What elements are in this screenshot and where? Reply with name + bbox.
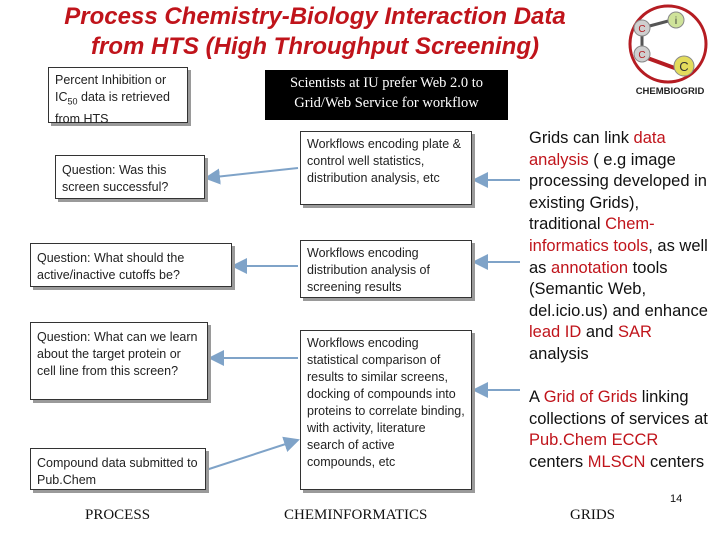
p1-segment: , as well as — [529, 236, 708, 277]
p1-segment: tools (Semantic Web, del.icio.us) and enhance — [529, 258, 708, 320]
logo-letter-2: i — [674, 16, 678, 27]
p1-segment: annotation — [551, 258, 629, 277]
p1-segment: and — [581, 323, 618, 342]
header-box-line-1: Scientists at IU prefer Web 2.0 to — [289, 75, 484, 91]
p1-segment: Chem-informatics tools — [529, 215, 655, 255]
p1-segment: analysis — [529, 344, 589, 363]
p2-segment: centers — [645, 452, 705, 471]
arrow-w1-to-q1 — [206, 168, 298, 178]
logo-letter-3: C — [638, 50, 646, 61]
logo-text: CHEMBIOGRID — [635, 86, 705, 97]
title-line-1: Process Chemistry-Biology Interaction Data — [64, 3, 566, 30]
p2-segment: A — [529, 388, 544, 406]
question-3-text: Question: What can we learn about the target protein or cell line from this screen? — [37, 330, 198, 378]
intro-subscript: 50 — [67, 96, 78, 107]
grids-paragraph-2 — [529, 387, 714, 473]
intro-text-rest: data is retrieved from HTS — [55, 90, 170, 126]
p1-segment: ( e.g image processing developed in existing Grids), traditional — [529, 150, 707, 234]
title-line-2: from HTS (High Throughput Screening) — [91, 33, 539, 60]
question-1-box — [55, 155, 205, 199]
logo-letter-1: C — [638, 24, 646, 35]
question-2-text: Question: What should the active/inactive cutoffs be? — [37, 251, 185, 282]
workflow-1-box — [300, 131, 472, 205]
p1-segment: lead ID — [529, 323, 582, 342]
intro-box — [48, 67, 188, 126]
arrow-q4-to-w3 — [206, 440, 298, 470]
workflow-1-text: Workflows encoding plate & control well statistics, distribution analysis, etc — [307, 137, 462, 185]
question-3-box — [30, 322, 208, 400]
workflow-3-box — [300, 330, 472, 490]
logo-letter-4: C — [679, 59, 689, 74]
question-2-box — [30, 243, 232, 287]
p2-segment: ECCR — [611, 431, 659, 450]
p2-segment: Grid of Grids — [543, 388, 638, 406]
header-box-line-2: Grid/Web Service for workflow — [294, 95, 479, 111]
workflow-2-box — [300, 240, 472, 298]
p1-segment: data analysis — [529, 129, 666, 169]
grids-paragraph-1 — [529, 128, 714, 366]
footer-process: PROCESS — [85, 507, 151, 523]
page-number: 14 — [670, 493, 683, 505]
intro-text: Percent Inhibition or IC — [55, 73, 167, 104]
workflow-3-text: Workflows encoding statistical comparison of results to similar screens, docking of compounds into proteins to correlate binding, with activity, literature search of active compounds, etc — [307, 336, 465, 469]
footer-cheminformatics: CHEMINFORMATICS — [284, 507, 428, 523]
pubchem-submission-box — [30, 448, 206, 490]
p2-segment: centers — [529, 452, 588, 471]
p2-segment: linking collections of services at — [529, 388, 708, 428]
p1-segment: Grids can link — [529, 129, 634, 147]
p2-segment: Pub.Chem — [529, 431, 607, 450]
pubchem-submission-text: Compound data submitted to Pub.Chem — [37, 456, 198, 487]
question-1-text: Question: Was this screen successful? — [62, 163, 169, 194]
footer-grids: GRIDS — [570, 507, 616, 523]
p1-segment: SAR — [617, 323, 652, 342]
p2-segment: MLSCN — [587, 452, 646, 471]
workflow-2-text: Workflows encoding distribution analysis of screening results — [307, 246, 430, 294]
